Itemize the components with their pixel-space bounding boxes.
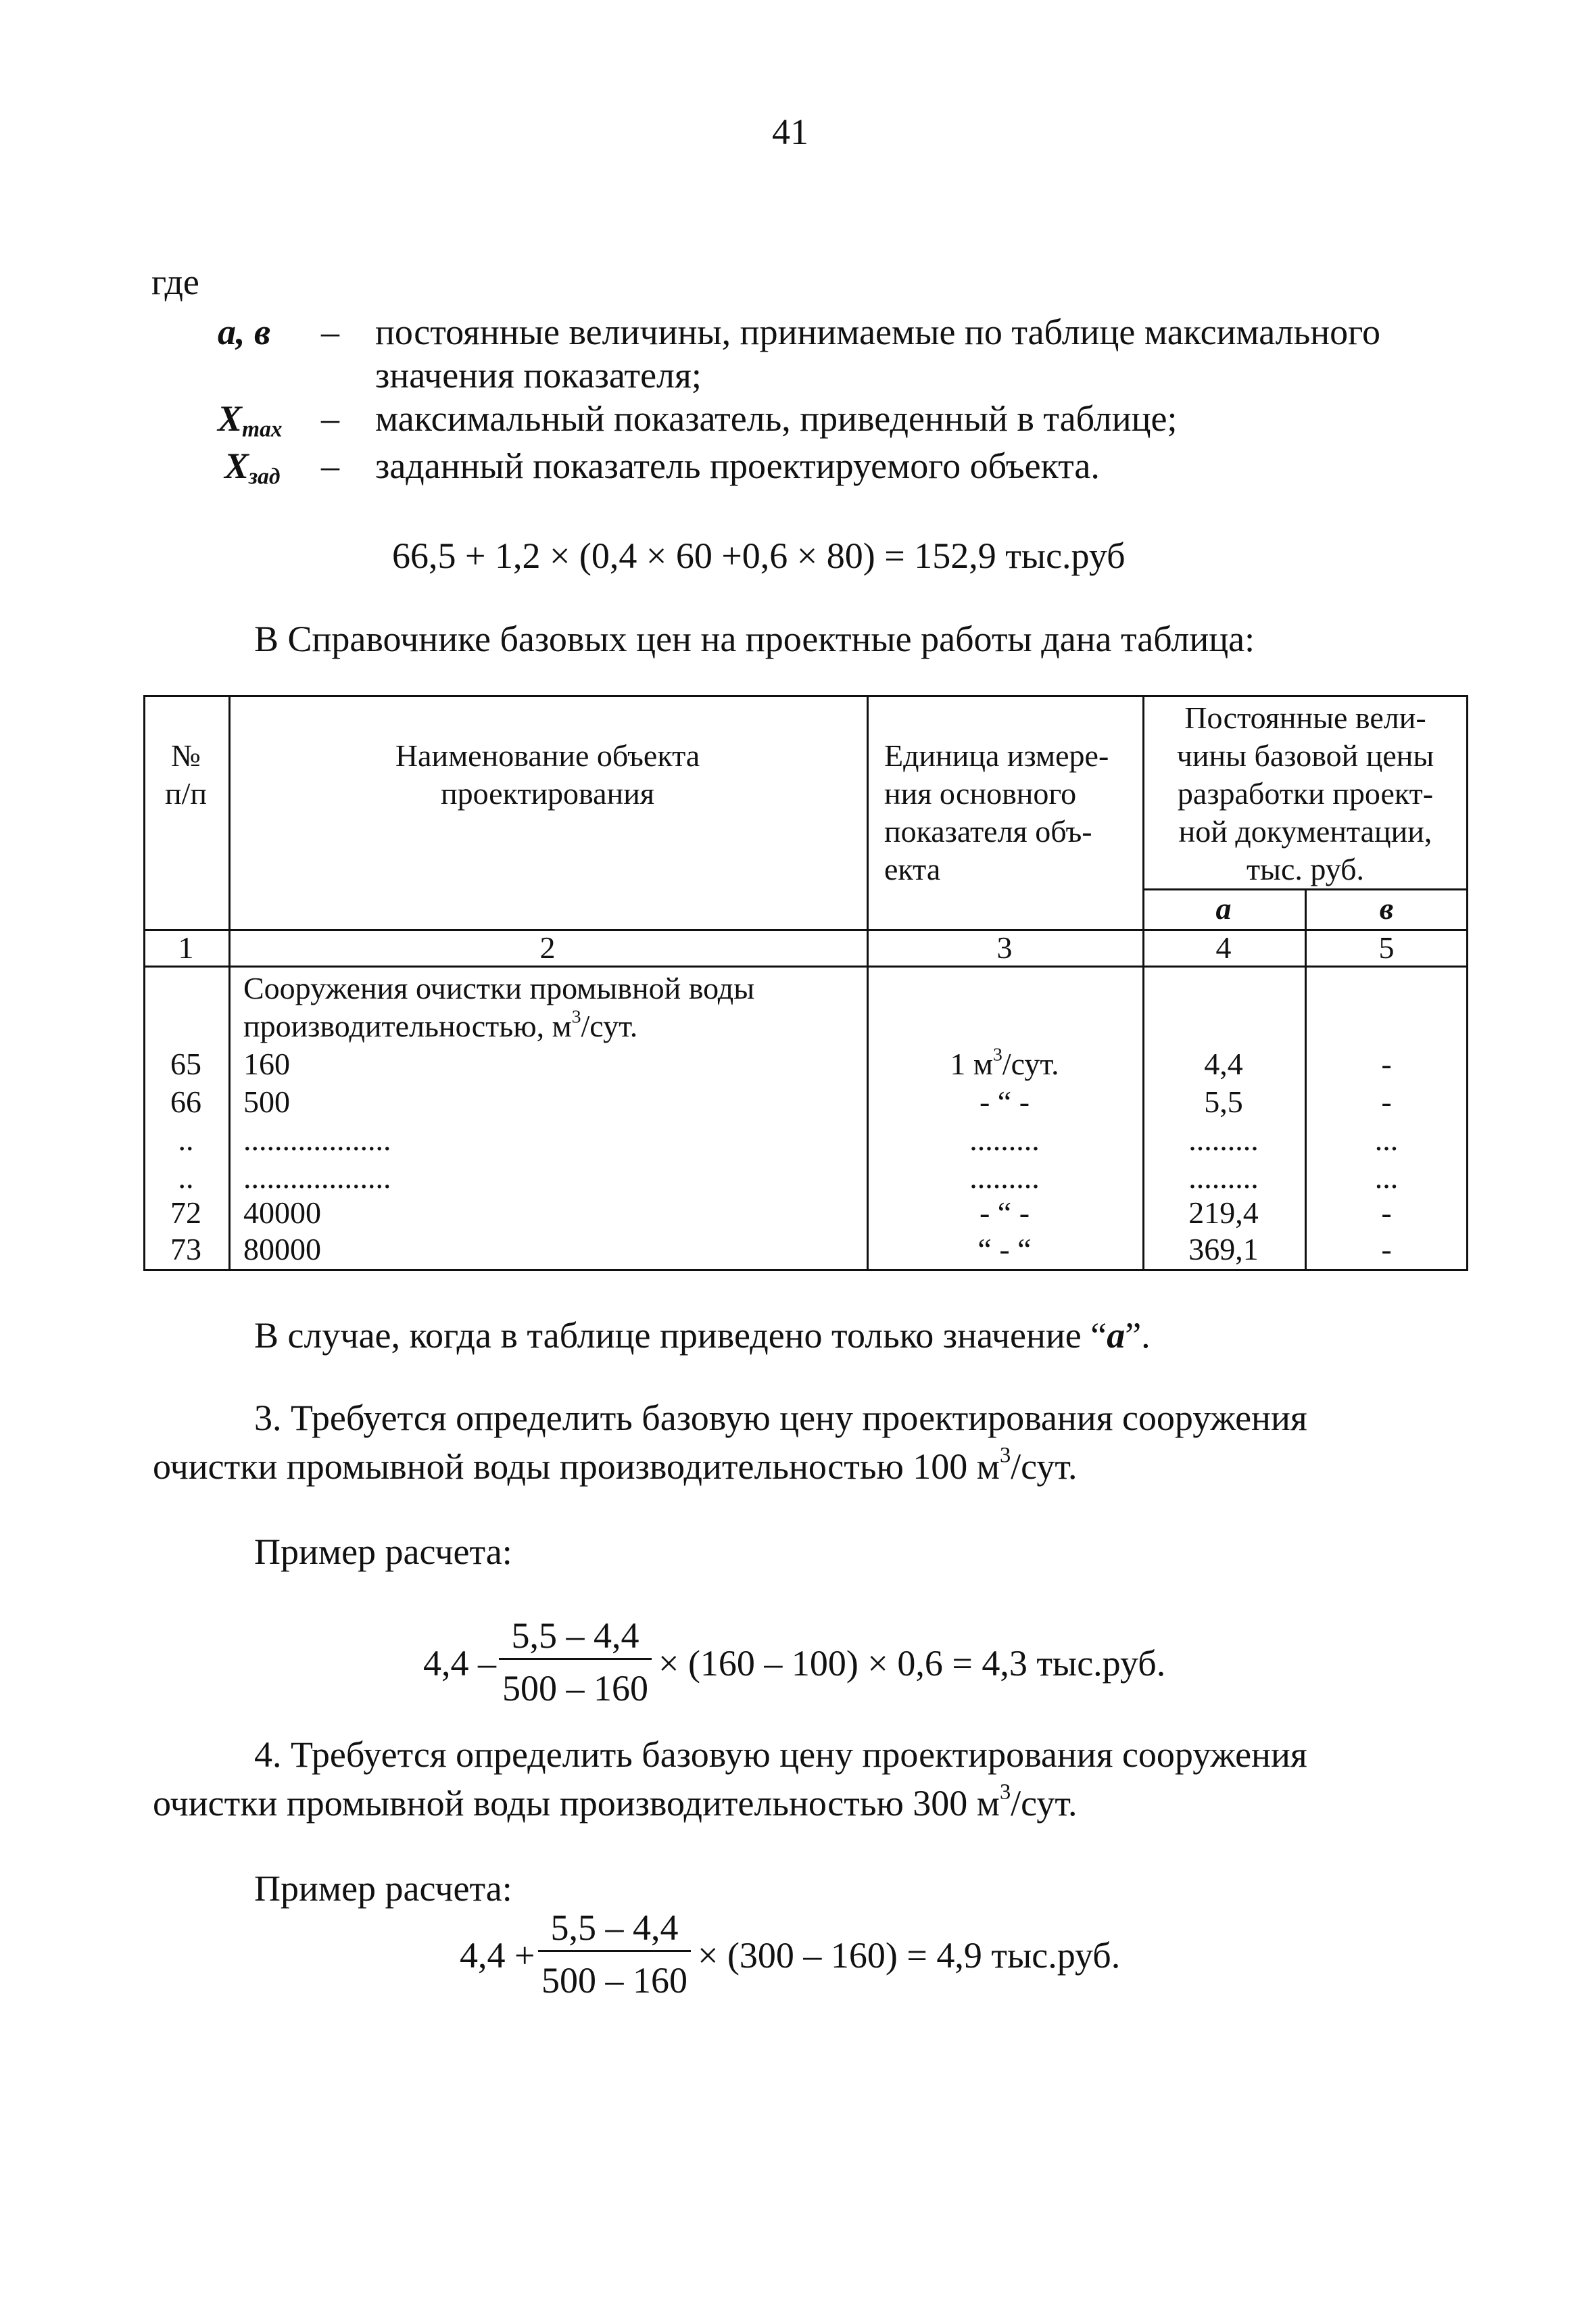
table-row-a: .........	[1188, 1160, 1259, 1195]
where-word: где	[151, 262, 199, 302]
col-number: 4	[1215, 930, 1232, 965]
table-row-num: 65	[170, 1047, 201, 1081]
page-number: 41	[772, 112, 808, 152]
table-row-unit: .........	[969, 1160, 1040, 1195]
header-name: Наименование объекта проектирования	[395, 738, 700, 811]
case-note: В случае, когда в таблице приведено только значение “a”.	[254, 1315, 1151, 1356]
table-row-num: 72	[170, 1195, 201, 1230]
formula-2-fraction	[499, 1617, 652, 1712]
table-row-a: 369,1	[1188, 1232, 1259, 1266]
example-label: Пример расчета:	[254, 1531, 512, 1572]
table-row-unit: .........	[969, 1122, 1040, 1157]
definition-dash: –	[321, 446, 339, 486]
formula-2-numerator: 5,5 – 4,4	[511, 1615, 639, 1656]
formula-3-left: 4,4 +	[460, 1935, 535, 1976]
col-number: 1	[178, 930, 194, 965]
table-row-b: -	[1381, 1232, 1392, 1266]
table-row-unit: 1 $м^3$/сут.	[950, 1043, 1059, 1081]
table-row-name: 500	[243, 1085, 290, 1119]
table-row-num: 73	[170, 1232, 201, 1266]
table-row-b: -	[1381, 1085, 1392, 1119]
table-row-unit: - “ -	[979, 1085, 1030, 1119]
header-a: a	[1215, 891, 1232, 926]
table-row-b: ...	[1374, 1122, 1399, 1157]
example-label: Пример расчета:	[254, 1868, 512, 1909]
table-row-num: ..	[178, 1122, 194, 1157]
formula-3-fraction	[538, 1909, 691, 2004]
formula-2-right: × (160 – 100) × 0,6 = 4,3 тыс.руб.	[658, 1643, 1166, 1684]
table-row-b: -	[1381, 1047, 1392, 1081]
definition-text-ab: постоянные величины, принимаемые по таблице максимального	[375, 312, 1380, 352]
task-4-line-1: 4. Требуется определить базовую цену проектирования сооружения	[254, 1734, 1307, 1775]
table-row-name: 40000	[243, 1195, 321, 1230]
header-unit: Единица измере- ния основного показателя объ- екта	[884, 738, 1109, 886]
definition-text-ab-cont: значения показателя;	[375, 355, 702, 396]
table-row-name: ...................	[243, 1122, 391, 1157]
table-row-num: ..	[178, 1160, 194, 1195]
header-num: № п/п	[164, 738, 207, 811]
table-row-a: 219,4	[1188, 1195, 1259, 1230]
table-row-a: 5,5	[1204, 1085, 1243, 1119]
table-row-unit: “ - “	[977, 1232, 1032, 1266]
header-constants: Постоянные вели- чины базовой цены разработки проект- ной документации, тыс. руб.	[1176, 700, 1434, 886]
header-b: в	[1379, 891, 1394, 926]
table-row-name: ...................	[243, 1160, 391, 1195]
formula-1: 66,5 + 1,2 × (0,4 × 60 +0,6 × 80) = 152,9 тыс.руб	[392, 535, 1126, 576]
price-table	[143, 695, 1468, 1271]
task-3-line-2: очистки промывной воды производительностью 100 $м^3$/сут.	[153, 1443, 1078, 1487]
definition-dash: –	[321, 398, 339, 439]
formula-3-right: × (300 – 160) = 4,9 тыс.руб.	[698, 1935, 1121, 1976]
definition-text-xzad: заданный показатель проектируемого объекта.	[375, 446, 1100, 486]
table-row-name: 160	[243, 1047, 290, 1081]
table-row-num: 66	[170, 1085, 201, 1119]
table-row-a: .........	[1188, 1122, 1259, 1157]
table-intro: В Справочнике базовых цен на проектные работы дана таблица:	[254, 619, 1255, 659]
definition-dash: –	[321, 312, 339, 352]
group-title: Сооружения очистки промывной воды производительностью, $м^3$/сут.	[243, 971, 755, 1043]
formula-3-denominator: 500 – 160	[541, 1960, 687, 2001]
table-row-b: ...	[1374, 1160, 1399, 1195]
col-number: 5	[1378, 930, 1395, 965]
formula-2-left: 4,4 –	[423, 1643, 496, 1684]
task-4-line-2: очистки промывной воды производительностью 300 $м^3$/сут.	[153, 1780, 1078, 1824]
definition-text-xmax: максимальный показатель, приведенный в таблице;	[375, 398, 1178, 439]
table-row-name: 80000	[243, 1232, 321, 1266]
definition-symbol-xzad: $X_{зад}$	[224, 446, 281, 490]
task-3-line-1: 3. Требуется определить базовую цену проектирования сооружения	[254, 1398, 1307, 1438]
definition-symbol-ab: a, в	[218, 312, 271, 352]
table-row-unit: - “ -	[979, 1195, 1030, 1230]
table-row-a: 4,4	[1204, 1047, 1243, 1081]
table-row-b: -	[1381, 1195, 1392, 1230]
definition-symbol-xmax: $X_{max}$	[218, 398, 283, 442]
col-number: 2	[539, 930, 556, 965]
formula-2-denominator: 500 – 160	[502, 1668, 648, 1709]
col-number: 3	[996, 930, 1013, 965]
formula-3-numerator: 5,5 – 4,4	[550, 1907, 679, 1948]
